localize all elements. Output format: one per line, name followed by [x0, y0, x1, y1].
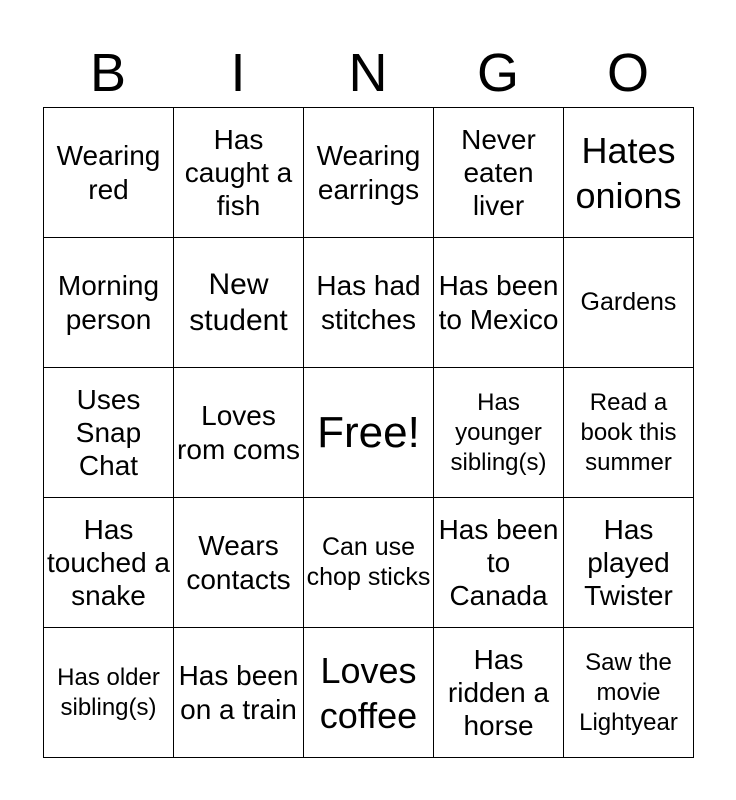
bingo-cell[interactable] — [434, 498, 564, 628]
bingo-cell[interactable] — [44, 498, 174, 628]
header-letter-o: O — [606, 43, 649, 103]
board-row — [44, 628, 694, 758]
bingo-cell[interactable] — [174, 498, 304, 628]
cell-label: Has been on a train — [178, 660, 299, 725]
bingo-board — [43, 107, 694, 758]
cell-label: Has ridden a horse — [447, 643, 550, 742]
bingo-header — [43, 40, 693, 106]
bingo-cell[interactable] — [564, 498, 694, 628]
bingo-cell[interactable] — [304, 238, 434, 368]
bingo-cell[interactable] — [304, 108, 434, 238]
cell-label: Has touched a snake — [47, 513, 170, 612]
cell-label: Hates onions — [575, 129, 682, 216]
cell-label: Has had stitches — [316, 270, 421, 335]
board-row — [44, 108, 694, 238]
bingo-cell[interactable] — [44, 238, 174, 368]
cell-label: Can use chop sticks — [306, 533, 431, 591]
bingo-cell[interactable] — [434, 368, 564, 498]
board-row — [44, 368, 694, 498]
header-letter-g: G — [476, 43, 519, 103]
cell-label: Has caught a fish — [184, 123, 293, 222]
cell-label: Morning person — [57, 270, 160, 335]
bingo-cell[interactable] — [304, 628, 434, 758]
bingo-cell[interactable] — [564, 368, 694, 498]
bingo-cell[interactable] — [44, 108, 174, 238]
cell-label: Has younger sibling(s) — [450, 388, 547, 476]
cell-label: Wears contacts — [186, 530, 291, 595]
bingo-cell[interactable] — [304, 498, 434, 628]
free-space-cell[interactable] — [304, 368, 434, 498]
header-letter-i: I — [230, 43, 246, 103]
bingo-cell[interactable] — [174, 368, 304, 498]
bingo-cell[interactable] — [174, 238, 304, 368]
header-letter-b: B — [89, 43, 127, 103]
cell-label: Uses Snap Chat — [75, 383, 142, 482]
cell-label: Loves rom coms — [177, 400, 300, 465]
bingo-cell[interactable] — [564, 628, 694, 758]
board-row — [44, 498, 694, 628]
cell-label: New student — [189, 268, 288, 337]
bingo-cell[interactable] — [434, 628, 564, 758]
cell-label: Gardens — [580, 287, 677, 316]
cell-label: Saw the movie Lightyear — [579, 648, 678, 736]
cell-label: Has been to Mexico — [438, 270, 559, 335]
cell-label: Has played Twister — [584, 513, 673, 612]
board-row — [44, 238, 694, 368]
bingo-cell[interactable] — [44, 628, 174, 758]
cell-label: Has older sibling(s) — [57, 663, 160, 721]
bingo-cell[interactable] — [174, 108, 304, 238]
cell-label: Has been to Canada — [438, 513, 559, 612]
bingo-cell[interactable] — [564, 108, 694, 238]
header-letter-n: N — [348, 43, 388, 103]
bingo-cell[interactable] — [434, 238, 564, 368]
cell-label: Never eaten liver — [461, 123, 536, 222]
bingo-cell[interactable] — [44, 368, 174, 498]
cell-label: Wearing earrings — [316, 140, 421, 205]
bingo-cell[interactable] — [434, 108, 564, 238]
bingo-cell[interactable] — [564, 238, 694, 368]
bingo-cell[interactable] — [174, 628, 304, 758]
cell-label: Wearing red — [56, 140, 161, 205]
cell-label: Loves coffee — [319, 649, 418, 736]
cell-label: Read a book this summer — [580, 388, 677, 476]
free-space-label: Free! — [317, 407, 420, 457]
